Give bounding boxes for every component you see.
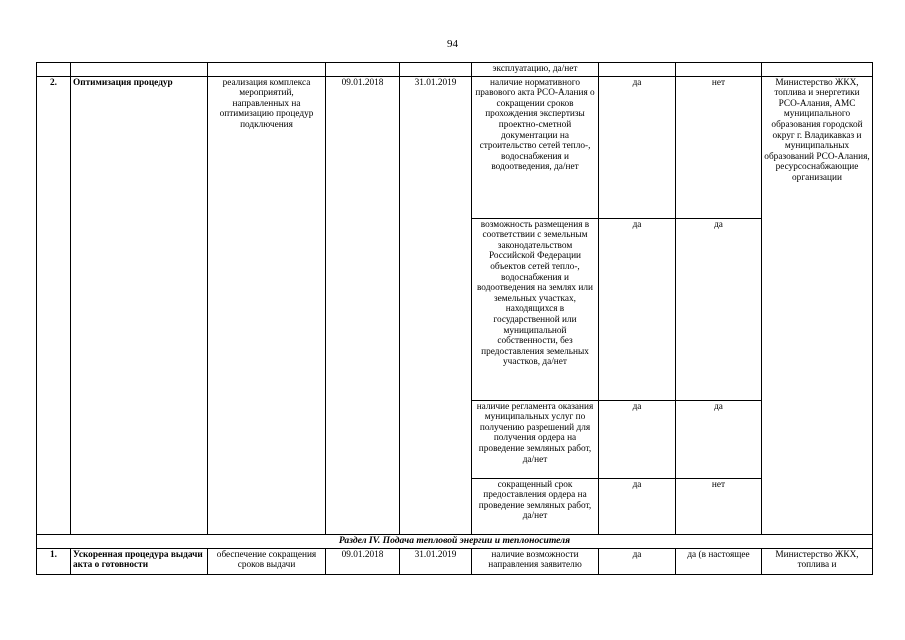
- cell-indicator: возможность размещения в соответствии с земельным законодательством Российской Федерации объектов сетей тепло-, водоснабжения и водоотведения на землях или земельных участках, находящихся в государственной или муниципальной собственности, без предоставления земельных участков, да/нет: [472, 218, 599, 400]
- cell-indicator: наличие нормативного правового акта РСО-Алания о сокращении сроков прохождения экспертизы проектно-сметной документации на строительство сетей тепло-, водоснабжения и водоотведения, да/нет: [472, 76, 599, 218]
- cell-responsible: Министерство ЖКХ, топлива и энергетики РСО-Алания, АМС муниципального образования городской округ г. Владикавказ и муниципальных образований РСО-Алания, ресурсоснабжающие организации: [762, 76, 873, 534]
- table-row: [37, 548, 873, 574]
- cell-description: обеспечение сокращения сроков выдачи: [208, 548, 326, 574]
- cell-value-1: да: [599, 548, 676, 574]
- cell-responsible: [762, 63, 873, 77]
- page-number: 94: [447, 38, 458, 50]
- section-title: Раздел IV. Подача тепловой энергии и теплоносителя: [37, 534, 873, 548]
- cell-start-date: 09.01.2018: [326, 548, 400, 574]
- cell-value-2: да: [676, 218, 762, 400]
- cell-name: [71, 63, 208, 77]
- cell-indicator: эксплуатацию, да/нет: [472, 63, 599, 77]
- cell-name: Ускоренная процедура выдачи акта о готовности: [71, 548, 208, 574]
- cell-num: [37, 63, 71, 77]
- cell-num: 1.: [37, 548, 71, 574]
- cell-value-2: [676, 63, 762, 77]
- cell-indicator: наличие возможности направления заявителю: [472, 548, 599, 574]
- cell-value-2: нет: [676, 478, 762, 534]
- cell-description: [208, 63, 326, 77]
- cell-responsible: Министерство ЖКХ, топлива и: [762, 548, 873, 574]
- cell-indicator: сокращенный срок предоставления ордера на проведение земляных работ, да/нет: [472, 478, 599, 534]
- cell-end: [400, 63, 472, 77]
- cell-end-date: 31.01.2019: [400, 76, 472, 534]
- cell-value-2: нет: [676, 76, 762, 218]
- cell-description: реализация комплекса мероприятий, направленных на оптимизацию процедур подключения: [208, 76, 326, 534]
- plan-table: [36, 62, 873, 575]
- cell-value-1: да: [599, 76, 676, 218]
- cell-start-date: 09.01.2018: [326, 76, 400, 534]
- cell-name: Оптимизация процедур: [71, 76, 208, 534]
- table-row: [37, 76, 873, 218]
- cell-start: [326, 63, 400, 77]
- table-row: [37, 63, 873, 77]
- cell-value-1: да: [599, 400, 676, 478]
- cell-value-1: да: [599, 218, 676, 400]
- cell-value-1: [599, 63, 676, 77]
- cell-value-2: да: [676, 400, 762, 478]
- cell-num: 2.: [37, 76, 71, 534]
- section-row: [37, 534, 873, 548]
- cell-value-1: да: [599, 478, 676, 534]
- cell-indicator: наличие регламента оказания муниципальных услуг по получению разрешений для получения ордера на проведение земляных работ, да/нет: [472, 400, 599, 478]
- cell-end-date: 31.01.2019: [400, 548, 472, 574]
- cell-value-2: да (в настоящее: [676, 548, 762, 574]
